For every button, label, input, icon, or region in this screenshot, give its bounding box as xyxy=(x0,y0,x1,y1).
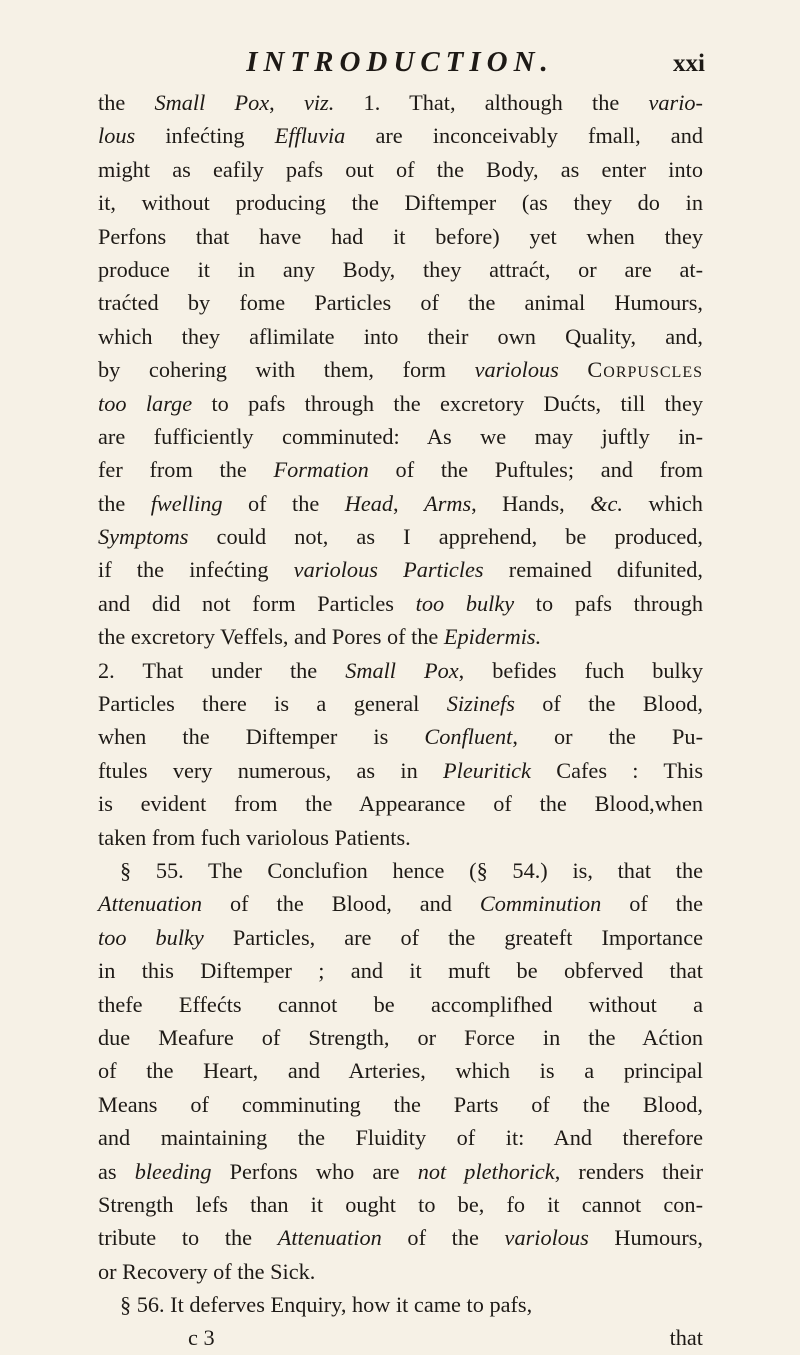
text-line xyxy=(98,687,703,720)
text-line xyxy=(98,988,703,1021)
text-segment: Strength lefs than it ought to be, fo it cannot con- xyxy=(98,1191,703,1217)
text-segment: fwelling xyxy=(150,490,223,516)
text-segment: Particles there is a general xyxy=(98,691,447,717)
text-line xyxy=(98,286,703,319)
text-segment: which xyxy=(623,490,703,516)
text-line xyxy=(98,620,703,653)
text-segment: and maintaining the Fluidity of it: And therefore xyxy=(98,1125,703,1151)
text-line xyxy=(98,587,703,620)
text-line xyxy=(98,553,703,586)
text-line xyxy=(98,1121,703,1154)
text-segment: Pleuritick xyxy=(443,757,531,783)
text-segment: are fufficiently comminuted: As we may juftly in- xyxy=(98,423,703,449)
text-segment: variolous Particles xyxy=(293,557,484,583)
text-segment: Humours, xyxy=(588,1225,703,1251)
text-segment: when the Diftemper is xyxy=(98,724,425,750)
text-segment: of the Blood, xyxy=(514,691,703,717)
text-segment: of the xyxy=(601,891,703,917)
text-segment: Epidermis. xyxy=(443,624,542,650)
text-line xyxy=(98,921,703,954)
text-segment: not plethorick xyxy=(417,1158,555,1184)
text-line xyxy=(98,520,703,553)
text-segment xyxy=(559,357,588,382)
text-segment: too bulky xyxy=(98,924,204,950)
text-segment: Sizinefs xyxy=(446,691,515,717)
text-line xyxy=(98,220,703,253)
text-line xyxy=(98,420,703,453)
running-head xyxy=(0,46,800,86)
text-line xyxy=(98,1255,703,1288)
text-line xyxy=(98,253,703,286)
text-segment: variolous xyxy=(474,357,559,383)
text-line xyxy=(98,1188,703,1221)
text-line xyxy=(98,1221,703,1254)
text-segment: 1. That, although the xyxy=(334,90,649,115)
text-segment: Perfons that have had it before) yet when they xyxy=(98,223,703,249)
text-line xyxy=(98,153,703,186)
text-segment: , xyxy=(393,490,425,516)
text-segment: due Meafure of Strength, or Force in the Aćtion xyxy=(98,1024,703,1050)
running-head-title: INTRODUCTION. xyxy=(246,46,554,78)
text-segment: too large xyxy=(98,390,193,416)
text-segment: Particles, are of the greateft Importance xyxy=(203,924,703,950)
text-line xyxy=(98,1288,703,1321)
text-segment: Cafes : This xyxy=(530,757,704,783)
text-segment: of the Puftules; and from xyxy=(368,457,703,483)
text-segment: by cohering with them, form xyxy=(98,357,475,383)
text-segment: to pafs through the excretory Dućts, till they xyxy=(192,390,703,416)
text-line xyxy=(98,1021,703,1054)
text-segment: Small Pox xyxy=(154,90,270,115)
text-segment: § 55. The Conclufion hence (§ 54.) is, that the xyxy=(120,857,703,883)
text-line xyxy=(98,720,703,753)
text-segment: as xyxy=(98,1158,135,1184)
text-line xyxy=(98,1054,703,1087)
text-line xyxy=(98,186,703,219)
text-segment: vario- xyxy=(648,90,703,115)
body-text xyxy=(98,86,703,1355)
text-segment: taken from fuch variolous Patients. xyxy=(98,824,411,850)
text-segment: could not, as I apprehend, be produced, xyxy=(188,524,703,550)
text-segment: Confluent xyxy=(424,724,513,750)
catchword: that xyxy=(669,1325,703,1351)
text-line xyxy=(98,654,703,687)
text-segment: thefe Effećts cannot be accomplifhed without a xyxy=(98,991,703,1017)
text-segment: ftules very numerous, as in xyxy=(98,757,444,783)
text-segment: Means of comminuting the Parts of the Blood, xyxy=(98,1091,703,1117)
text-segment: of the xyxy=(222,490,345,516)
text-segment: too bulky xyxy=(415,590,515,616)
text-line xyxy=(98,119,703,152)
text-line xyxy=(98,887,703,920)
text-line xyxy=(98,487,703,520)
text-segment: lous xyxy=(98,123,136,149)
text-segment: , befides fuch bulky xyxy=(458,657,704,683)
text-segment: Perfons who are xyxy=(211,1158,418,1184)
text-segment: remained difunited, xyxy=(483,557,703,583)
text-segment: is evident from the Appearance of the Blood,when xyxy=(98,791,703,817)
text-segment: Symptoms xyxy=(98,524,189,550)
text-segment: are inconceivably fmall, and xyxy=(345,123,703,149)
text-segment: Comminution xyxy=(479,891,602,917)
text-segment: Head xyxy=(344,490,394,516)
text-segment: fer from the xyxy=(98,457,274,483)
text-line xyxy=(98,754,703,787)
text-line xyxy=(98,854,703,887)
text-segment: Attenuation xyxy=(98,891,203,917)
text-segment: § 56. It deferves Enquiry, how it came to pafs, xyxy=(120,1292,533,1318)
text-segment: in this Diftemper ; and it muft be obferved that xyxy=(98,958,703,984)
text-segment: 2. That under the xyxy=(98,657,346,683)
text-segment: infećting xyxy=(135,123,275,149)
page-number: xxi xyxy=(673,50,705,77)
page-footer xyxy=(98,1321,703,1354)
text-segment: Attenuation xyxy=(277,1225,382,1251)
text-segment: it, without producing the Diftemper (as they do in xyxy=(98,190,703,216)
text-line xyxy=(98,1155,703,1188)
text-line xyxy=(98,353,703,386)
text-segment: of the xyxy=(381,1225,505,1251)
text-segment: &c. xyxy=(590,490,624,516)
text-segment: or Recovery of the Sick. xyxy=(98,1258,316,1284)
text-segment: of the Heart, and Arteries, which is a principal xyxy=(98,1058,703,1084)
text-segment: the xyxy=(98,90,155,115)
text-segment: , Hands, xyxy=(471,490,591,516)
text-segment: Formation xyxy=(273,457,369,483)
text-segment: the excretory Veffels, and Pores of the xyxy=(98,624,444,650)
text-segment: Corpuscles xyxy=(587,357,703,383)
text-segment: might as eafily pafs out of the Body, as enter into xyxy=(98,156,703,182)
text-segment: which they aflimilate into their own Quality, and, xyxy=(98,323,703,349)
text-segment: , renders their xyxy=(554,1158,704,1184)
text-line xyxy=(98,453,703,486)
text-segment: Arms xyxy=(424,490,472,516)
text-segment: produce it in any Body, they attraćt, or are at- xyxy=(98,256,703,282)
text-segment: the xyxy=(98,490,151,516)
text-segment: Small Pox xyxy=(345,657,459,683)
text-segment: of the Blood, and xyxy=(202,891,480,917)
text-segment: , or the Pu- xyxy=(512,724,703,750)
text-segment: traćted by fome Particles of the animal Humours, xyxy=(98,290,703,316)
text-line xyxy=(98,387,703,420)
text-segment: variolous xyxy=(504,1225,589,1251)
text-segment: , xyxy=(269,90,304,115)
text-segment: to pafs through xyxy=(514,590,703,616)
text-line xyxy=(98,954,703,987)
text-line xyxy=(98,86,703,119)
text-segment: and did not form Particles xyxy=(98,590,416,616)
text-segment: tribute to the xyxy=(98,1225,278,1251)
text-segment: bleeding xyxy=(134,1158,212,1184)
signature-mark: c 3 xyxy=(188,1325,215,1351)
text-segment: viz. xyxy=(303,90,335,115)
text-line xyxy=(98,787,703,820)
text-line xyxy=(98,1088,703,1121)
text-segment: if the infećting xyxy=(98,557,294,583)
text-line xyxy=(98,320,703,353)
text-line xyxy=(98,821,703,854)
text-segment: Effluvia xyxy=(274,123,346,149)
